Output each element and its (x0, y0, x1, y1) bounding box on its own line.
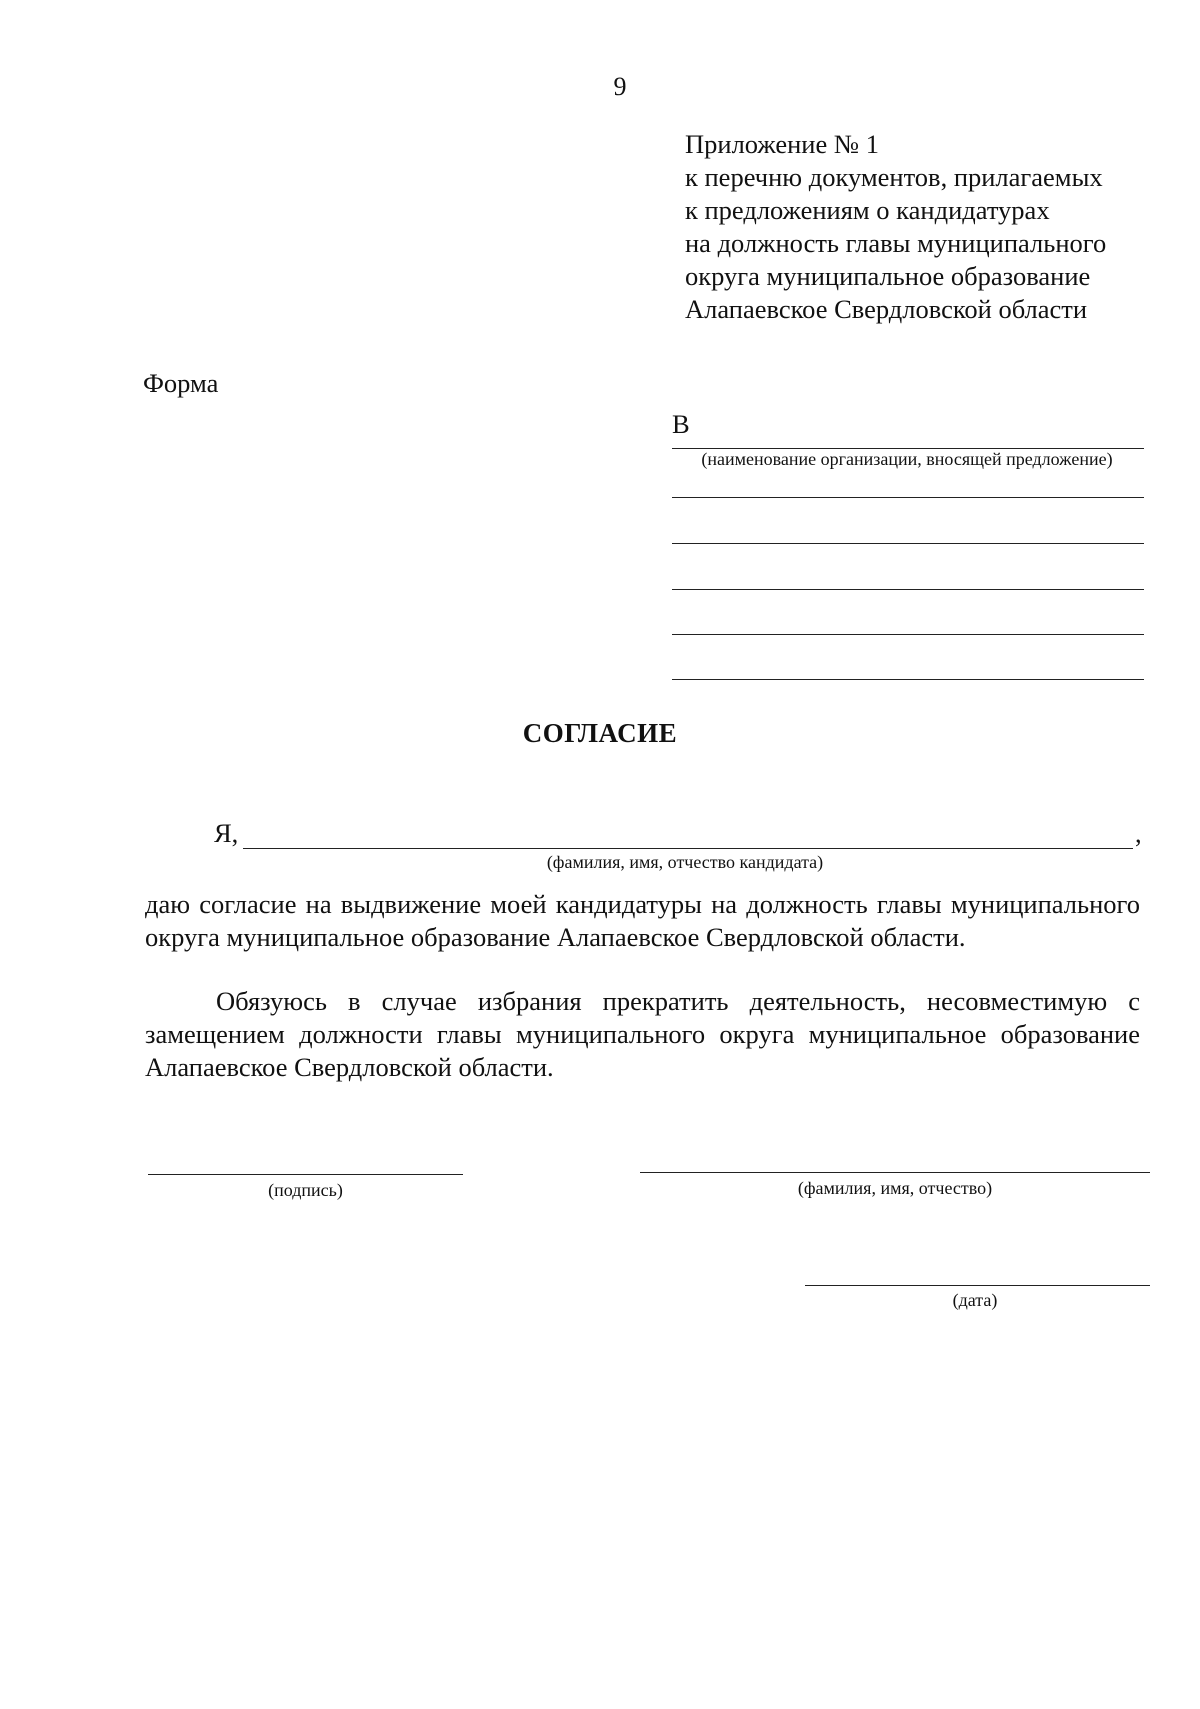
document-title: СОГЛАСИЕ (522, 718, 678, 748)
date-caption: (дата) (952, 1290, 998, 1310)
full-name-caption: (фамилия, имя, отчество) (797, 1178, 993, 1198)
addressee-line[interactable] (672, 679, 1144, 680)
addressee-line[interactable] (672, 634, 1144, 635)
appendix-line: Приложение № 1 (685, 129, 880, 159)
form-label: Форма (143, 368, 219, 398)
page-number: 9 (613, 72, 627, 101)
appendix-line: округа муниципальное образование (685, 261, 1091, 291)
addressee-caption: (наименование организации, вносящей предложение) (701, 449, 1113, 469)
full-name-line[interactable] (640, 1172, 1150, 1173)
declarant-name-line[interactable] (243, 848, 1133, 849)
addressee-line[interactable] (672, 497, 1144, 498)
addressee-prefix: В (672, 409, 690, 439)
signature-line[interactable] (148, 1174, 463, 1175)
date-line[interactable] (805, 1285, 1150, 1286)
declarant-caption: (фамилия, имя, отчество кандидата) (546, 852, 824, 872)
signature-caption: (подпись) (268, 1180, 343, 1200)
appendix-line: Алапаевское Свердловской области (685, 294, 1088, 324)
appendix-header (685, 128, 1165, 326)
declarant-suffix: , (1135, 818, 1142, 848)
appendix-line: к перечню документов, прилагаемых (685, 162, 1103, 192)
appendix-line: к предложениям о кандидатурах (685, 195, 1050, 225)
obligation-paragraph: Обязуюсь в случае избрания прекратить деятельность, несовместимую с замещением должности главы муниципального округа муниципальное образование Алапаевское Свердловской области. (145, 986, 1140, 1082)
declarant-prefix: Я, (214, 818, 239, 848)
consent-paragraph: даю согласие на выдвижение моей кандидатуры на должность главы муниципального округа муниципальное образование Алапаевское Свердловской области. (145, 889, 1140, 952)
addressee-line[interactable] (672, 589, 1144, 590)
addressee-line[interactable] (672, 543, 1144, 544)
appendix-line: на должность главы муниципального (685, 228, 1107, 258)
